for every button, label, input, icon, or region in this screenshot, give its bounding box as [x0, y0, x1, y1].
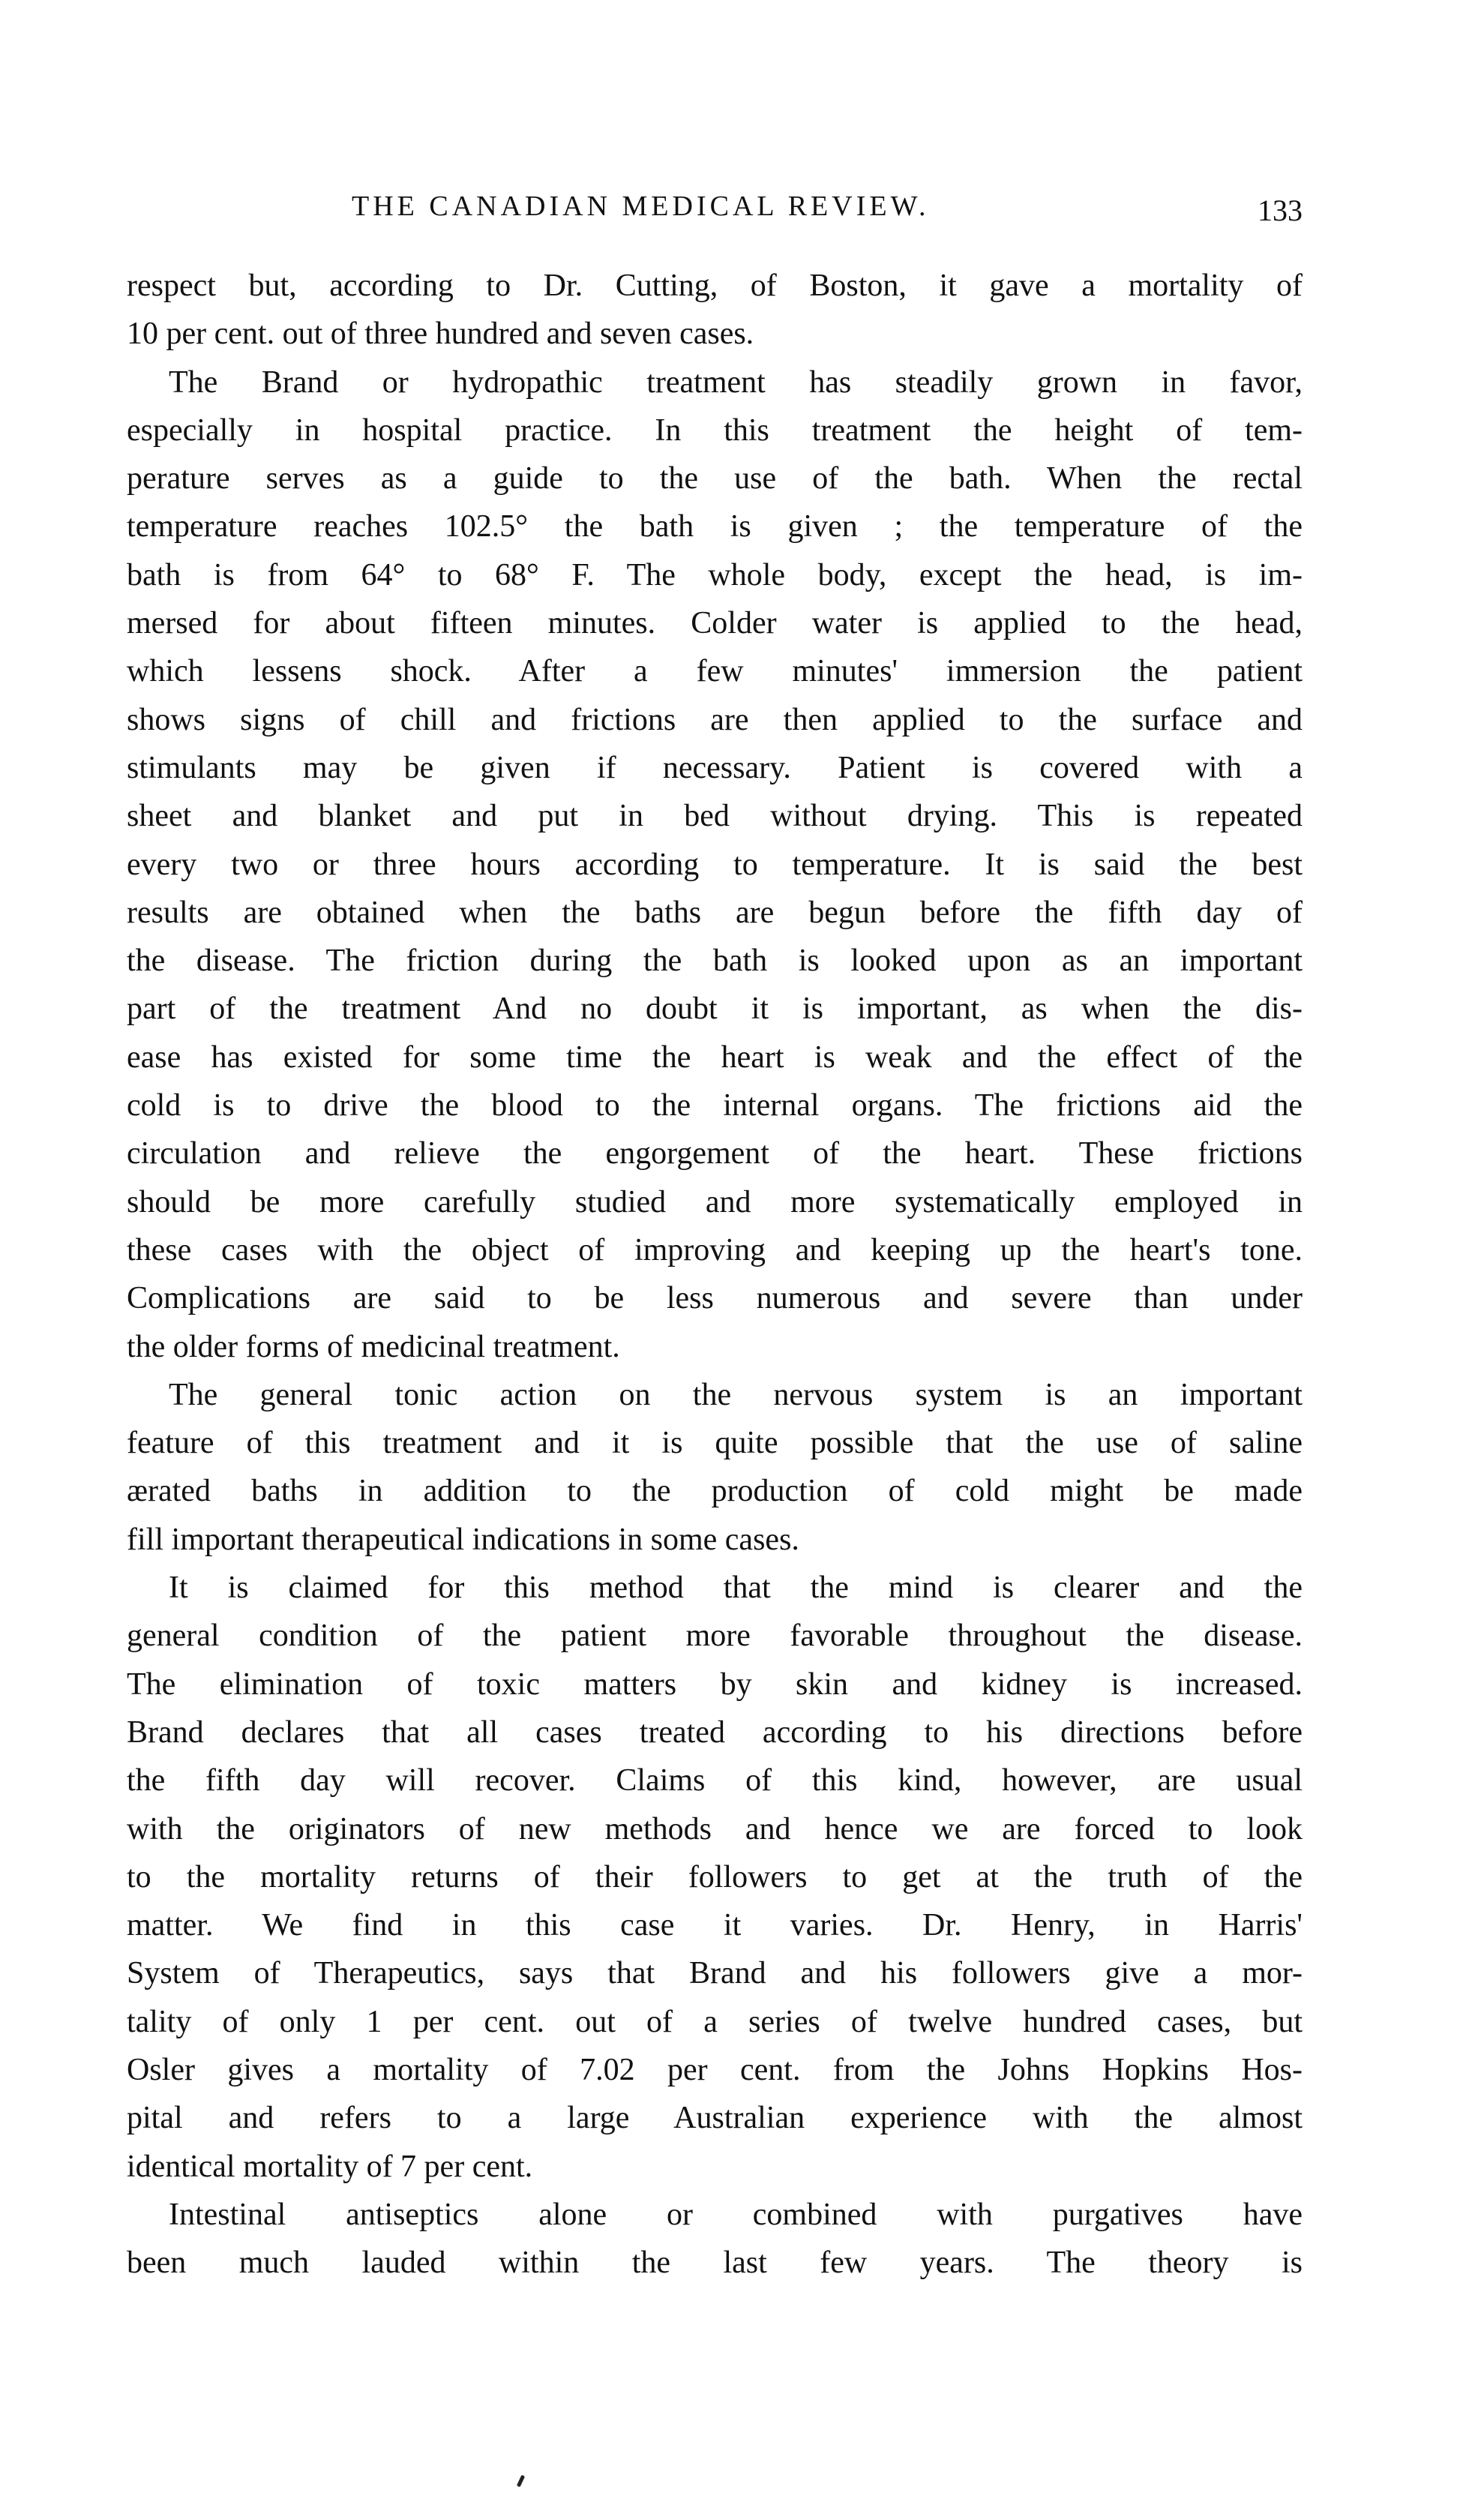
- running-header: [127, 188, 1303, 225]
- paragraph: [127, 2191, 1303, 2288]
- text-line: sheet and blanket and put in bed without drying. This is repeated: [127, 799, 1303, 834]
- text-line: fill important therapeutical indications in some cases.: [127, 1522, 799, 1557]
- text-line: the fifth day will recover. Claims of this kind, however, are usual: [127, 1763, 1303, 1798]
- paragraph: [127, 1371, 1303, 1564]
- text-line: results are obtained when the baths are begun before the fifth day of: [127, 895, 1303, 930]
- text-line: these cases with the object of improving and keeping up the heart's tone.: [127, 1232, 1303, 1268]
- text-line: The elimination of toxic matters by skin and kidney is increased.: [127, 1666, 1303, 1702]
- text-line: perature serves as a guide to the use of the bath. When the rectal: [127, 461, 1303, 496]
- text-line: to the mortality returns of their followers to get at the truth of the: [127, 1859, 1303, 1894]
- text-line: general condition of the patient more favorable throughout the disease.: [127, 1618, 1303, 1654]
- text-line: 10 per cent. out of three hundred and seven cases.: [127, 316, 754, 352]
- text-line: The general tonic action on the nervous system is an important: [169, 1377, 1303, 1412]
- text-line: the disease. The friction during the bath is looked upon as an important: [127, 944, 1303, 979]
- text-line: which lessens shock. After a few minutes' immersion the patient: [127, 654, 1303, 689]
- text-line: System of Therapeutics, says that Brand and his followers give a mor-: [127, 1956, 1303, 1991]
- paragraph: [127, 262, 1303, 358]
- text-line: Osler gives a mortality of 7.02 per cent. from the Johns Hopkins Hos-: [127, 2052, 1303, 2087]
- text-line: shows signs of chill and frictions are then applied to the surface and: [127, 702, 1303, 737]
- text-line: the older forms of medicinal treatment.: [127, 1329, 620, 1364]
- text-line: mersed for about fifteen minutes. Colder water is applied to the head,: [127, 606, 1303, 641]
- text-line: part of the treatment And no doubt it is important, as when the dis-: [127, 992, 1303, 1027]
- text-line: tality of only 1 per cent. out of a series of twelve hundred cases, but: [127, 2004, 1303, 2039]
- text-line: circulation and relieve the engorgement of the heart. These frictions: [127, 1136, 1303, 1172]
- paragraph: [127, 358, 1303, 1371]
- running-title: THE CANADIAN MEDICAL REVIEW.: [352, 190, 930, 222]
- page-number: 133: [1258, 194, 1303, 227]
- text-line: especially in hospital practice. In this treatment the height of tem-: [127, 412, 1303, 448]
- text-line: The Brand or hydropathic treatment has steadily grown in favor,: [169, 364, 1303, 400]
- text-line: should be more carefully studied and more systematically employed in: [127, 1184, 1303, 1220]
- body-text: [127, 262, 1303, 2287]
- text-line: with the originators of new methods and hence we are forced to look: [127, 1811, 1303, 1846]
- text-line: temperature reaches 102.5° the bath is given ; the temperature of the: [127, 509, 1303, 544]
- text-line: every two or three hours according to temperature. It is said the best: [127, 847, 1303, 882]
- paragraph: [127, 1564, 1303, 2191]
- text-line: pital and refers to a large Australian experience with the almost: [127, 2101, 1303, 2136]
- text-line: matter. We find in this case it varies. Dr. Henry, in Harris': [127, 1908, 1303, 1943]
- text-line: respect but, according to Dr. Cutting, of Boston, it gave a mortality of: [127, 268, 1303, 303]
- text-line: been much lauded within the last few years. The theory is: [127, 2246, 1303, 2281]
- text-line: cold is to drive the blood to the internal organs. The frictions aid the: [127, 1088, 1303, 1124]
- text-line: ærated baths in addition to the production of cold might be made: [127, 1474, 1303, 1509]
- text-line: stimulants may be given if necessary. Patient is covered with a: [127, 750, 1303, 785]
- text-line: Complications are said to be less numerous and severe than under: [127, 1281, 1303, 1316]
- text-line: bath is from 64° to 68° F. The whole body, except the head, is im-: [127, 557, 1303, 592]
- text-line: ease has existed for some time the heart is weak and the effect of the: [127, 1040, 1303, 1075]
- text-line: Intestinal antiseptics alone or combined with purgatives have: [169, 2197, 1303, 2232]
- ink-speck: [517, 2475, 525, 2488]
- text-line: It is claimed for this method that the mind is clearer and the: [169, 1570, 1303, 1606]
- text-line: feature of this treatment and it is quite possible that the use of saline: [127, 1426, 1303, 1461]
- text-line: Brand declares that all cases treated according to his directions before: [127, 1714, 1303, 1750]
- text-line: identical mortality of 7 per cent.: [127, 2149, 533, 2184]
